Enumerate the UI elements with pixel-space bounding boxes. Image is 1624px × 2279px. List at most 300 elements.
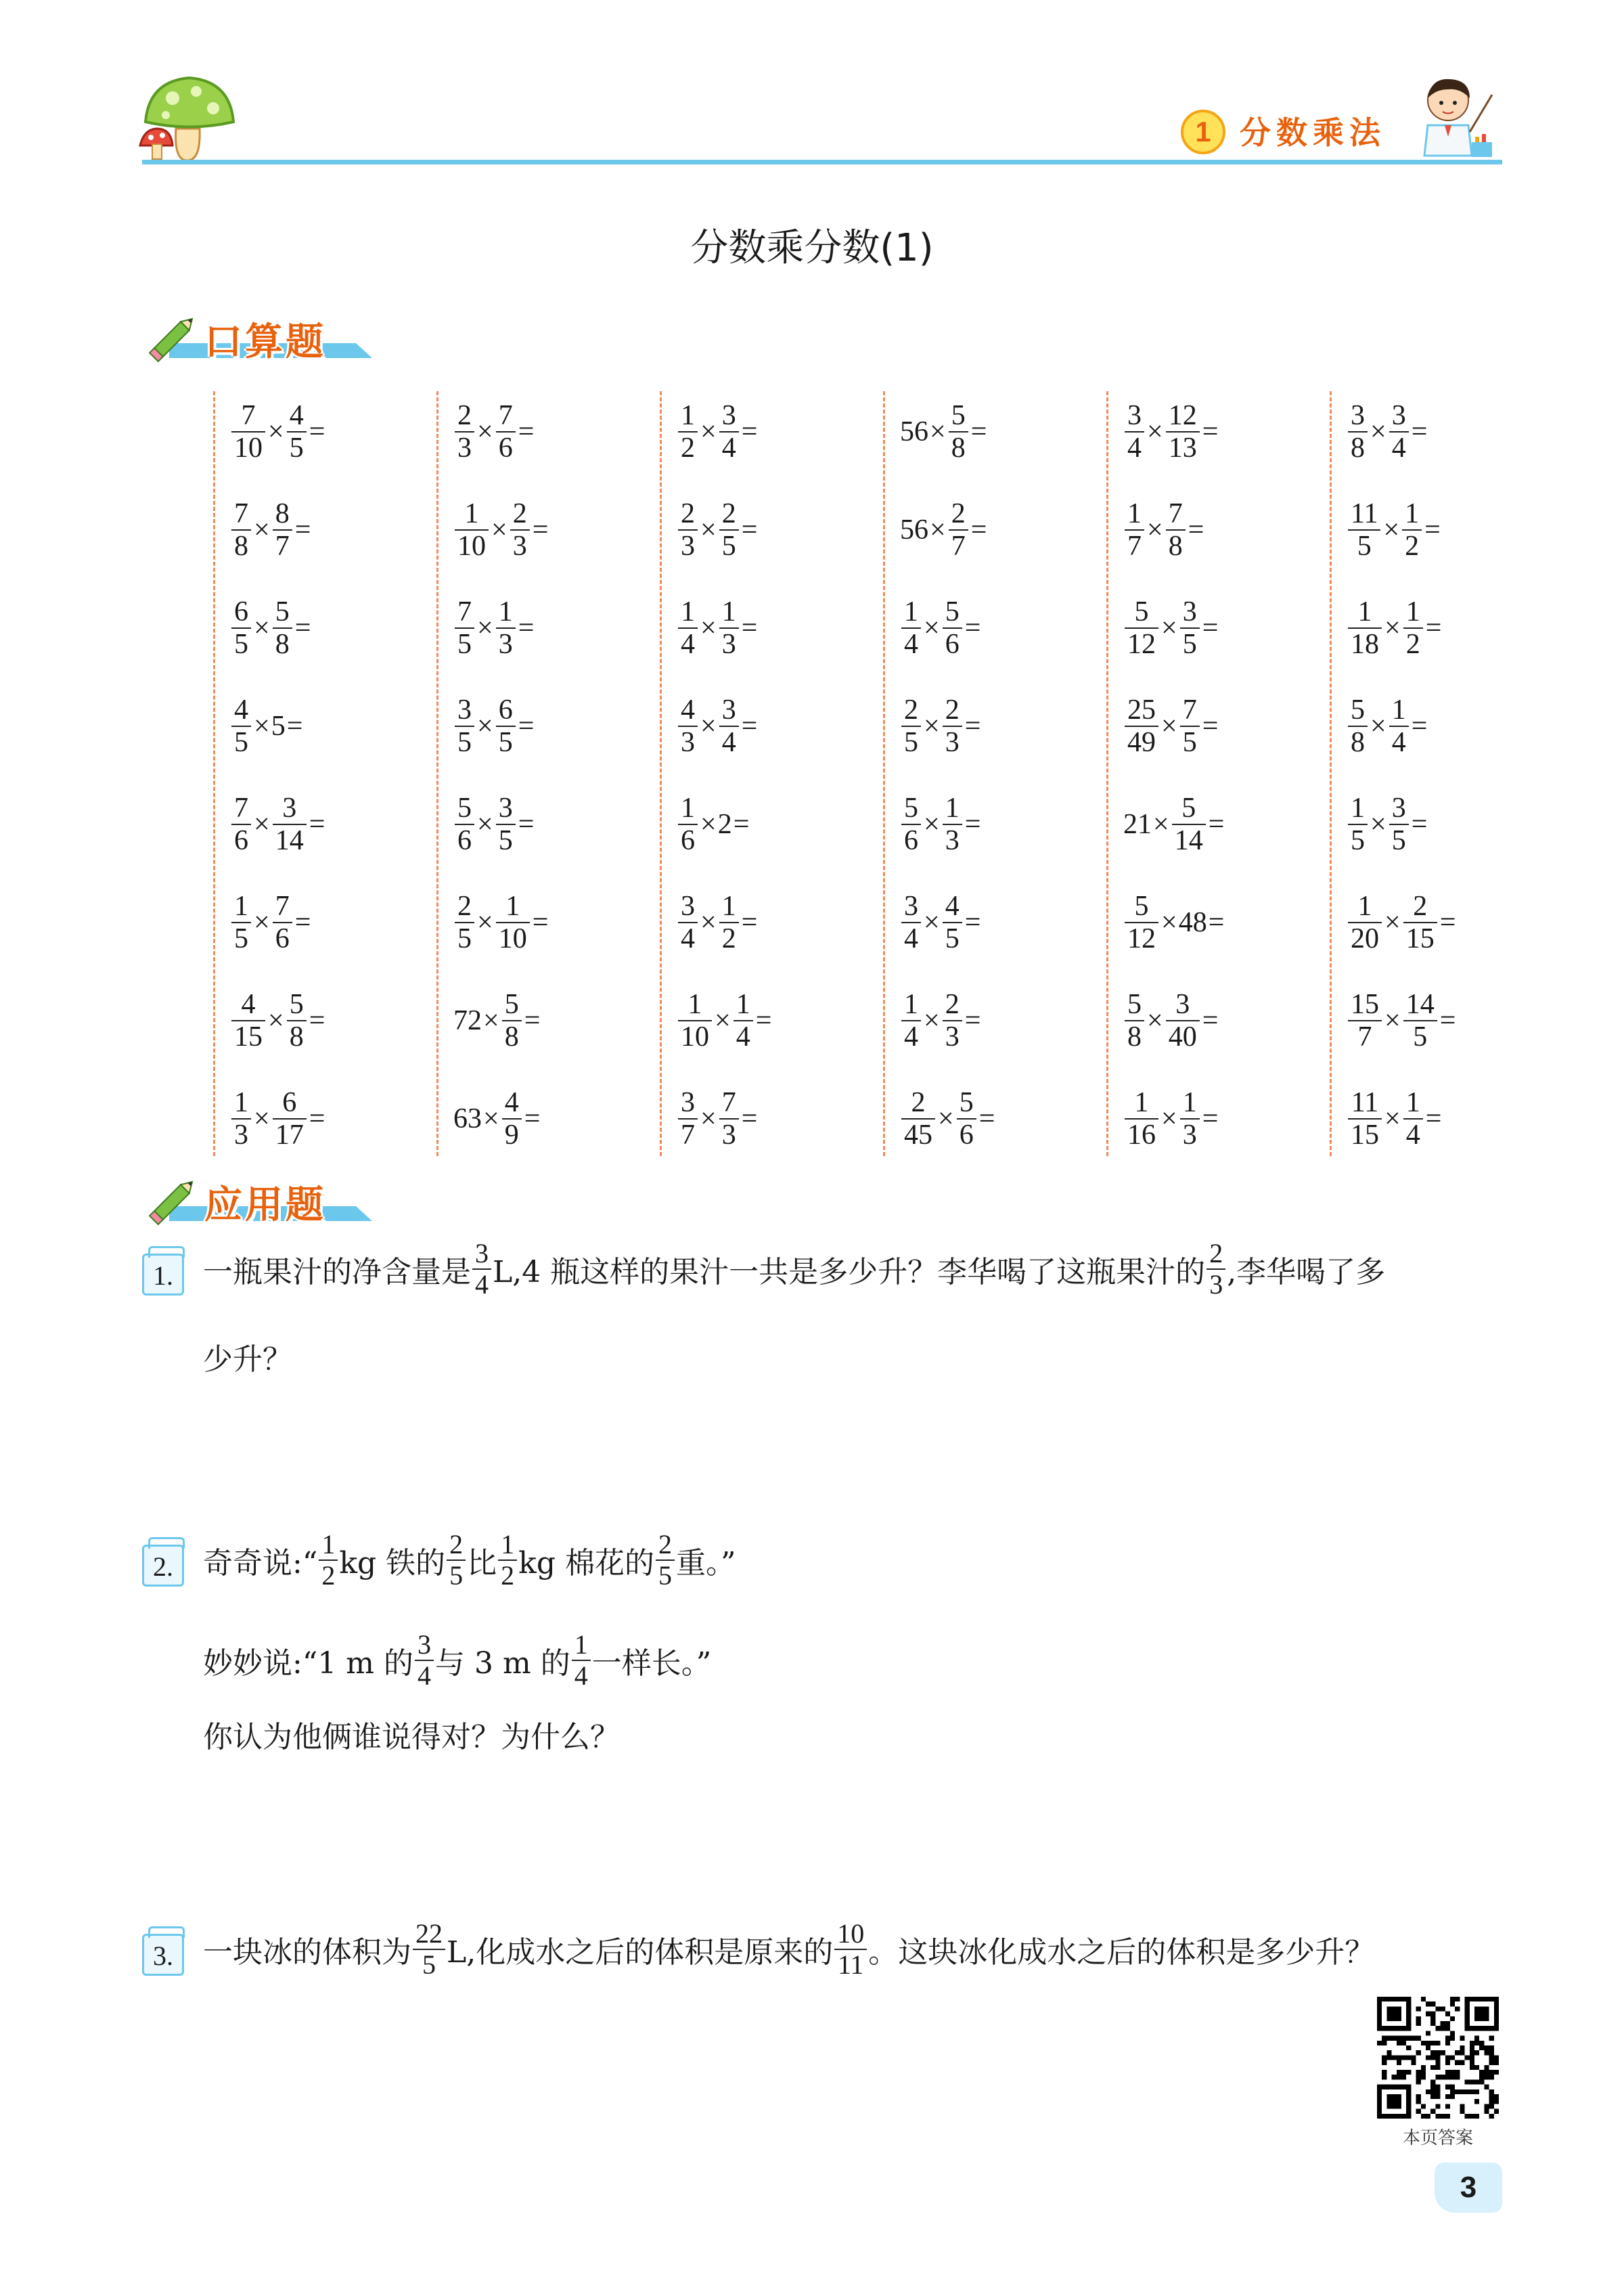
oral-problem [1347, 784, 1428, 865]
denominator: 15 [1351, 1120, 1379, 1151]
text: 妙妙说:“1 m 的 [203, 1646, 414, 1681]
fraction [719, 596, 739, 660]
equals-sign: = [1208, 907, 1225, 938]
numerator: 7 [234, 793, 248, 824]
times-sign: × [700, 907, 717, 938]
times-sign: × [477, 613, 493, 644]
equals-sign: = [741, 613, 758, 644]
denominator: 5 [289, 433, 304, 464]
numerator: 2 [721, 498, 736, 529]
oral-problem [1123, 882, 1225, 963]
text: 72 [453, 1005, 482, 1036]
fraction [231, 400, 265, 464]
numerator: 8 [275, 498, 290, 529]
denominator: 4 [475, 1269, 489, 1300]
denominator: 4 [904, 629, 918, 660]
equals-sign: = [741, 514, 758, 546]
numerator: 3 [1182, 596, 1197, 627]
section-title-oral: 口算题 [204, 320, 326, 364]
denominator: 4 [418, 1660, 432, 1691]
numerator: 22 [415, 1918, 443, 1949]
text: L,4 瓶这样的果汁一共是多少升？李华喝了这瓶果汁的 [493, 1255, 1206, 1289]
denominator: 3 [945, 727, 960, 758]
times-sign: × [483, 1005, 499, 1036]
numerator: 3 [1391, 793, 1406, 824]
times-sign: × [1370, 711, 1386, 742]
oral-problem [230, 784, 326, 865]
section-banner-application [142, 1171, 386, 1232]
fraction [1166, 400, 1200, 464]
equals-sign: = [970, 514, 987, 546]
oral-problem [900, 1078, 996, 1159]
denominator: 6 [457, 825, 472, 856]
fraction [231, 694, 251, 758]
oral-problem [230, 489, 312, 571]
equals-sign: = [1208, 809, 1225, 840]
denominator: 2 [681, 433, 695, 464]
numerator: 1 [681, 596, 695, 627]
times-sign: × [700, 514, 717, 546]
denominator: 11 [837, 1949, 864, 1980]
fraction [957, 1087, 976, 1151]
fraction [678, 596, 698, 660]
numerator: 4 [681, 694, 695, 726]
denominator: 12 [1127, 923, 1156, 954]
fraction [678, 793, 698, 856]
fraction [447, 1530, 466, 1591]
denominator: 15 [1405, 923, 1435, 954]
numerator: 1 [574, 1629, 588, 1660]
fraction [502, 989, 522, 1053]
numerator: 1 [681, 793, 695, 824]
times-sign: × [477, 907, 493, 938]
numerator: 2 [951, 498, 966, 529]
equals-sign: = [518, 613, 535, 644]
times-sign: × [1384, 1005, 1401, 1036]
denominator: 4 [1127, 433, 1142, 464]
oral-column [660, 391, 865, 1156]
notebook-ring-icon [148, 1246, 185, 1258]
text: 56 [900, 514, 928, 546]
equals-sign: = [518, 809, 535, 840]
pencil-icon [142, 308, 203, 369]
numerator: 1 [1134, 1087, 1149, 1118]
equals-sign: = [1425, 1103, 1442, 1134]
numerator: 5 [1134, 891, 1149, 922]
numerator: 1 [904, 989, 918, 1020]
equals-sign: = [518, 711, 535, 742]
denominator: 9 [504, 1120, 519, 1151]
numerator: 2 [911, 1087, 926, 1118]
times-sign: × [1161, 907, 1177, 938]
times-sign: × [254, 907, 270, 938]
denominator: 3 [512, 531, 527, 562]
fraction [472, 1239, 491, 1300]
denominator: 8 [1168, 531, 1183, 562]
fraction [1348, 400, 1368, 464]
numerator: 7 [457, 596, 472, 627]
times-sign: × [254, 1103, 270, 1134]
times-sign: × [924, 1005, 940, 1036]
oral-problem [900, 686, 982, 767]
text: 21 [1123, 809, 1152, 840]
oral-problem [1123, 784, 1225, 865]
numerator: 3 [1351, 400, 1365, 431]
equals-sign: = [978, 1103, 995, 1134]
fraction [273, 1087, 307, 1151]
times-sign: × [1370, 416, 1386, 447]
numerator: 5 [504, 989, 519, 1020]
section-banner-oral [142, 308, 386, 369]
times-sign: × [1383, 514, 1400, 546]
times-sign: × [700, 416, 717, 447]
oral-problem [230, 980, 326, 1061]
fraction [502, 1087, 522, 1151]
equals-sign: = [1202, 1103, 1219, 1134]
denominator: 6 [945, 629, 960, 660]
fraction [455, 694, 474, 758]
oral-column [1330, 391, 1535, 1156]
equals-sign: = [532, 907, 549, 938]
denominator: 4 [904, 923, 918, 954]
text: 你认为他俩谁说得对？为什么？ [203, 1720, 620, 1754]
oral-problem [453, 1078, 541, 1159]
equals-sign: = [741, 1103, 758, 1134]
denominator: 4 [574, 1660, 588, 1691]
denominator: 2 [1405, 629, 1420, 660]
numerator: 5 [1127, 989, 1142, 1020]
numerator: 2 [512, 498, 527, 529]
times-sign: × [1161, 1103, 1177, 1134]
question [142, 1529, 1502, 1814]
denominator: 6 [498, 433, 513, 464]
text: ,李华喝了多 [1227, 1255, 1386, 1289]
fraction [496, 793, 516, 856]
numerator: 5 [275, 596, 290, 627]
numerator: 3 [721, 400, 736, 431]
denominator: 14 [1174, 825, 1203, 856]
denominator: 40 [1168, 1021, 1197, 1053]
equals-sign: = [1202, 613, 1219, 644]
denominator: 3 [681, 531, 695, 562]
fraction [1348, 694, 1368, 758]
times-sign: × [924, 613, 940, 644]
denominator: 7 [1357, 1021, 1372, 1053]
times-sign: × [1384, 907, 1401, 938]
denominator: 8 [275, 629, 290, 660]
oral-problem [677, 489, 759, 571]
text: kg 棉花的 [518, 1546, 654, 1580]
fraction [1125, 694, 1158, 758]
numerator: 1 [321, 1529, 336, 1559]
numerator: 15 [1351, 989, 1379, 1020]
fraction [455, 400, 474, 464]
numerator: 1 [1351, 793, 1365, 824]
fraction [719, 891, 739, 954]
question-line [203, 1919, 1374, 1980]
equals-sign: = [964, 613, 981, 644]
oral-column [436, 391, 641, 1156]
text: L,化成水之后的体积是原来的 [447, 1935, 834, 1970]
denominator: 49 [1127, 727, 1156, 758]
fraction [901, 694, 921, 758]
numerator: 6 [234, 596, 248, 627]
oral-problem [900, 980, 982, 1061]
numerator: 12 [1168, 400, 1197, 431]
equals-sign: = [1202, 1005, 1219, 1036]
numerator: 1 [464, 498, 479, 529]
denominator: 8 [504, 1021, 519, 1053]
denominator: 8 [951, 433, 966, 464]
text: kg 铁的 [339, 1546, 446, 1580]
fraction [734, 989, 753, 1053]
equals-sign: = [1424, 514, 1441, 546]
numerator: 2 [1413, 891, 1428, 922]
oral-problem [230, 391, 326, 472]
numerator: 1 [904, 596, 918, 627]
numerator: 2 [1209, 1238, 1223, 1268]
text: 重。” [675, 1546, 736, 1580]
numerator: 1 [1127, 498, 1142, 529]
denominator: 3 [498, 629, 513, 660]
fraction [273, 498, 292, 562]
equals-sign: = [755, 1005, 772, 1036]
fraction [1348, 1087, 1382, 1151]
question-number [142, 1254, 184, 1296]
denominator: 6 [234, 825, 248, 856]
numerator: 3 [681, 891, 695, 922]
fraction [1403, 596, 1423, 660]
numerator: 1 [1182, 1087, 1197, 1118]
oral-problem [453, 980, 541, 1061]
denominator: 15 [234, 1021, 263, 1053]
fraction [231, 498, 251, 562]
equals-sign: = [524, 1005, 541, 1036]
numerator: 1 [505, 891, 520, 922]
denominator: 5 [457, 923, 472, 954]
numerator: 1 [234, 1087, 248, 1118]
denominator: 8 [234, 531, 248, 562]
denominator: 4 [721, 433, 736, 464]
times-sign: × [1147, 514, 1163, 546]
fraction [287, 989, 307, 1053]
oral-problem [1123, 588, 1219, 669]
numerator: 2 [681, 498, 695, 529]
boy-illustration-icon [1407, 74, 1495, 162]
chapter-number-badge: 1 [1181, 110, 1225, 154]
times-sign: × [491, 514, 508, 546]
equals-sign: = [964, 809, 981, 840]
times-sign: × [700, 1103, 717, 1134]
denominator: 2 [501, 1560, 515, 1591]
equals-sign: = [1425, 613, 1442, 644]
fraction [1125, 989, 1144, 1053]
fraction [901, 1087, 935, 1151]
question-number-text: 3. [153, 1941, 173, 1971]
denominator: 7 [681, 1120, 695, 1151]
numerator: 1 [1405, 596, 1420, 627]
fraction [1402, 498, 1422, 562]
oral-column [883, 391, 1088, 1156]
equals-sign: = [964, 907, 981, 938]
question-line [203, 1335, 292, 1378]
numerator: 2 [904, 694, 918, 726]
fraction [496, 400, 516, 464]
text: 少升？ [203, 1342, 292, 1377]
fraction [678, 1087, 698, 1151]
oral-problem [677, 1078, 759, 1159]
fraction [943, 891, 962, 954]
equals-sign: = [741, 907, 758, 938]
equals-sign: = [532, 514, 549, 546]
denominator: 10 [681, 1021, 709, 1053]
denominator: 14 [275, 825, 304, 856]
times-sign: × [254, 613, 270, 644]
denominator: 6 [681, 825, 695, 856]
notebook-ring-icon [148, 1537, 185, 1549]
times-sign: × [254, 514, 270, 546]
oral-problem [1347, 1078, 1443, 1159]
denominator: 10 [234, 433, 263, 464]
equals-sign: = [1411, 416, 1428, 447]
numerator: 7 [1168, 498, 1183, 529]
oral-problem [1347, 391, 1428, 472]
fraction [1125, 1087, 1158, 1151]
oral-problem [1347, 980, 1457, 1061]
numerator: 1 [498, 596, 513, 627]
numerator: 7 [721, 1087, 736, 1118]
equals-sign: = [518, 416, 535, 447]
fraction [455, 498, 489, 562]
times-sign: × [1147, 416, 1163, 447]
text: 一块冰的体积为 [203, 1935, 411, 1970]
fraction [1348, 596, 1382, 660]
fraction [678, 694, 698, 758]
numerator: 5 [457, 793, 472, 824]
denominator: 5 [904, 727, 918, 758]
numerator: 5 [1181, 793, 1196, 824]
question-number [142, 1934, 184, 1976]
fraction [901, 596, 921, 660]
numerator: 6 [282, 1087, 297, 1118]
denominator: 5 [234, 923, 248, 954]
fraction [455, 596, 474, 660]
numerator: 7 [498, 400, 513, 431]
text: 63 [453, 1103, 482, 1134]
qr-caption: 本页答案 [1402, 2128, 1473, 2148]
denominator: 5 [1351, 825, 1365, 856]
oral-problem [1123, 391, 1219, 472]
text: 一瓶果汁的净含量是 [203, 1255, 471, 1289]
numerator: 4 [289, 400, 304, 431]
times-sign: × [930, 416, 946, 447]
times-sign: × [924, 907, 940, 938]
denominator: 5 [449, 1560, 464, 1591]
numerator: 3 [681, 1087, 695, 1118]
question [142, 1918, 1502, 2088]
numerator: 1 [721, 596, 736, 627]
oral-problem [1123, 489, 1205, 571]
denominator: 13 [1168, 433, 1197, 464]
text: 奇奇说:“ [203, 1546, 318, 1580]
times-sign: × [924, 711, 940, 742]
oral-calculation-grid [213, 391, 1492, 1156]
denominator: 5 [721, 531, 736, 562]
denominator: 6 [904, 825, 918, 856]
question-line [203, 1712, 620, 1756]
chapter-title: 分数乘法 [1240, 114, 1386, 151]
numerator: 25 [1127, 694, 1156, 726]
numerator: 1 [736, 989, 750, 1020]
times-sign: × [938, 1103, 954, 1134]
oral-problem [1347, 489, 1442, 571]
fraction [1166, 498, 1186, 562]
times-sign: × [700, 809, 717, 840]
numerator: 1 [681, 400, 695, 431]
numerator: 2 [449, 1529, 464, 1559]
question-line [203, 1239, 1385, 1300]
numerator: 7 [1182, 694, 1197, 726]
numerator: 3 [457, 694, 472, 726]
denominator: 4 [721, 727, 736, 758]
numerator: 5 [904, 793, 918, 824]
numerator: 3 [904, 891, 918, 922]
equals-sign: = [733, 809, 750, 840]
oral-problem [453, 489, 549, 571]
numerator: 3 [721, 694, 736, 726]
fraction [231, 989, 265, 1053]
oral-problem [677, 391, 759, 472]
oral-problem [900, 489, 988, 571]
fraction [943, 793, 962, 856]
numerator: 4 [504, 1087, 519, 1118]
numerator: 5 [945, 596, 960, 627]
numerator: 1 [501, 1529, 515, 1559]
times-sign: × [477, 809, 493, 840]
text: 2 [717, 809, 732, 840]
times-sign: × [1370, 809, 1386, 840]
fraction [496, 596, 516, 660]
equals-sign: = [309, 1005, 325, 1036]
oral-problem [900, 784, 982, 865]
denominator: 3 [457, 433, 472, 464]
fraction [455, 891, 474, 954]
fraction [943, 989, 962, 1053]
times-sign: × [700, 711, 717, 742]
fraction [413, 1919, 445, 1980]
denominator: 3 [1182, 1120, 1197, 1151]
denominator: 5 [234, 629, 248, 660]
oral-problem [230, 882, 312, 963]
equals-sign: = [741, 711, 758, 742]
equals-sign: = [294, 907, 311, 938]
denominator: 4 [1405, 1120, 1420, 1151]
equals-sign: = [1411, 809, 1428, 840]
times-sign: × [477, 711, 493, 742]
denominator: 10 [457, 531, 486, 562]
fraction [1403, 891, 1437, 954]
equals-sign: = [970, 416, 987, 447]
denominator: 7 [951, 531, 966, 562]
times-sign: × [1161, 613, 1177, 644]
fraction [1403, 989, 1437, 1053]
denominator: 7 [1127, 531, 1142, 562]
fraction [1125, 498, 1144, 562]
fraction [943, 694, 962, 758]
denominator: 17 [275, 1120, 304, 1151]
page-header [0, 0, 1624, 176]
fraction [678, 400, 698, 464]
